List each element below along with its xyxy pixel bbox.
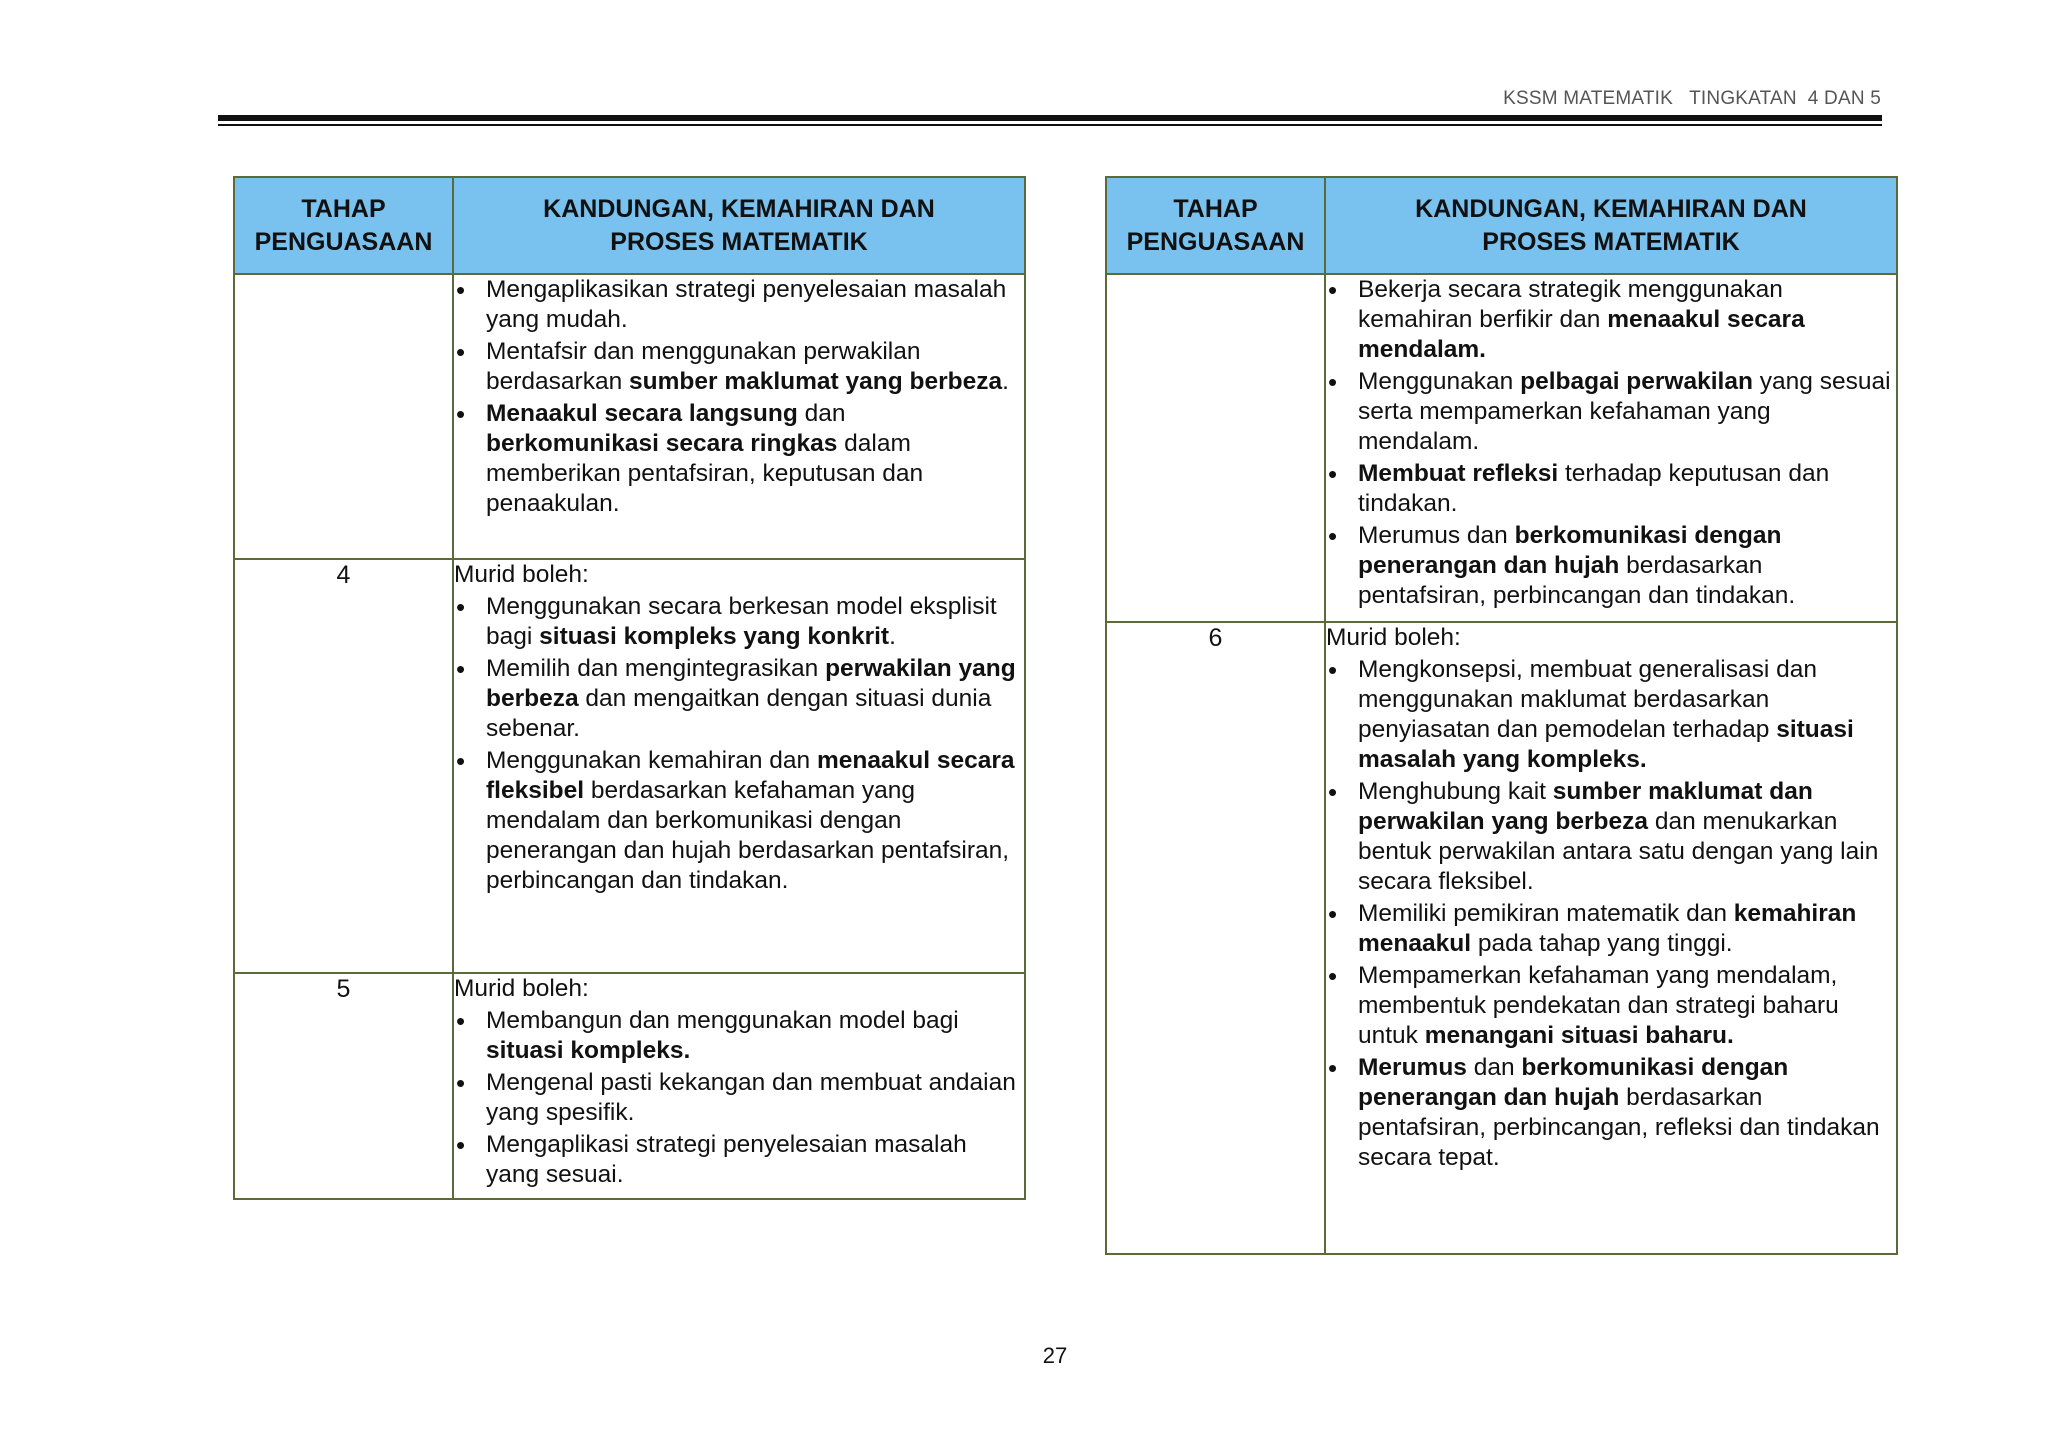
bullet-list [454, 1006, 1024, 1190]
table-header-row [1106, 177, 1897, 274]
bullet-item: • Mengkonsepsi, membuat generalisasi dan menggunakan maklumat berdasarkan penyiasatan dan pemodelan terhadap situasi masalah yang kompleks. [1326, 655, 1896, 775]
level-cell: 4 [234, 559, 453, 973]
intro-text: Murid boleh: [1326, 624, 1461, 651]
level-cell-empty [234, 274, 453, 559]
running-header: KSSM MATEMATIK TINGKATAN 4 DAN 5 [1503, 88, 1881, 109]
table-row-level-3-continued [234, 274, 1025, 559]
bullet-item: • Memiliki pemikiran matematik dan kemahiran menaakul pada tahap yang tinggi. [1326, 899, 1896, 959]
bullet-item: • Membangun dan menggunakan model bagi situasi kompleks. [454, 1006, 1024, 1066]
header-rule-thick [218, 115, 1882, 121]
content-cell [1325, 622, 1897, 1254]
level-cell: 6 [1106, 622, 1325, 1254]
bullet-item: • Mengaplikasikan strategi penyelesaian masalah yang mudah. [454, 275, 1024, 335]
table-header-row [234, 177, 1025, 274]
bullet-item: • Mempamerkan kefahaman yang mendalam, membentuk pendekatan dan strategi baharu untuk menangani situasi baharu. [1326, 961, 1896, 1051]
content-cell [453, 973, 1025, 1199]
intro-text: Murid boleh: [454, 561, 589, 588]
bullet-item: • Merumus dan berkomunikasi dengan penerangan dan hujah berdasarkan pentafsiran, perbincangan dan tindakan. [1326, 521, 1896, 611]
bullet-item: • Menggunakan kemahiran dan menaakul secara fleksibel berdasarkan kefahaman yang mendalam dan berkomunikasi dengan penerangan dan hujah berdasarkan pentafsiran, perbincangan dan tindakan. [454, 746, 1024, 896]
content-cell [453, 274, 1025, 559]
bullet-item: • Merumus dan berkomunikasi dengan penerangan dan hujah berdasarkan pentafsiran, perbincangan, refleksi dan tindakan secara tepat. [1326, 1053, 1896, 1173]
bullet-item: • Memilih dan mengintegrasikan perwakilan yang berbeza dan mengaitkan dengan situasi dunia sebenar. [454, 654, 1024, 744]
mastery-table-left [233, 176, 1026, 1200]
bullet-item: • Membuat refleksi terhadap keputusan dan tindakan. [1326, 459, 1896, 519]
level-cell: 5 [234, 973, 453, 1199]
header-tahap-penguasaan: TAHAP PENGUASAAN [234, 177, 453, 274]
bullet-item: • Menaakul secara langsung dan berkomunikasi secara ringkas dalam memberikan pentafsiran, keputusan dan penaakulan. [454, 399, 1024, 519]
bullet-list [454, 592, 1024, 896]
bullet-item: • Mentafsir dan menggunakan perwakilan berdasarkan sumber maklumat yang berbeza. [454, 337, 1024, 397]
content-cell [1325, 274, 1897, 622]
level-cell-empty [1106, 274, 1325, 622]
bullet-list [1326, 655, 1896, 1173]
bullet-item: • Mengenal pasti kekangan dan membuat andaian yang spesifik. [454, 1068, 1024, 1128]
intro-text: Murid boleh: [454, 975, 589, 1002]
header-rule-thin [218, 124, 1882, 126]
bullet-list [1326, 275, 1896, 611]
table-row-level-5-continued [1106, 274, 1897, 622]
bullet-item: • Menggunakan pelbagai perwakilan yang sesuai serta mempamerkan kefahaman yang mendalam. [1326, 367, 1896, 457]
table-row-level-6 [1106, 622, 1897, 1254]
header-kandungan-kemahiran: KANDUNGAN, KEMAHIRAN DAN PROSES MATEMATIK [453, 177, 1025, 274]
bullet-item: • Menghubung kait sumber maklumat dan perwakilan yang berbeza dan menukarkan bentuk perwakilan antara satu dengan yang lain secara fleksibel. [1326, 777, 1896, 897]
bullet-item: • Bekerja secara strategik menggunakan kemahiran berfikir dan menaakul secara mendalam. [1326, 275, 1896, 365]
page-number: 27 [1042, 1343, 1068, 1368]
table-row-level-4 [234, 559, 1025, 973]
header-tahap-penguasaan: TAHAP PENGUASAAN [1106, 177, 1325, 274]
header-kandungan-kemahiran: KANDUNGAN, KEMAHIRAN DAN PROSES MATEMATIK [1325, 177, 1897, 274]
content-cell [453, 559, 1025, 973]
mastery-table-right [1105, 176, 1898, 1255]
table-row-level-5 [234, 973, 1025, 1199]
bullet-item: • Menggunakan secara berkesan model eksplisit bagi situasi kompleks yang konkrit. [454, 592, 1024, 652]
bullet-item: • Mengaplikasi strategi penyelesaian masalah yang sesuai. [454, 1130, 1024, 1190]
bullet-list [454, 275, 1024, 519]
